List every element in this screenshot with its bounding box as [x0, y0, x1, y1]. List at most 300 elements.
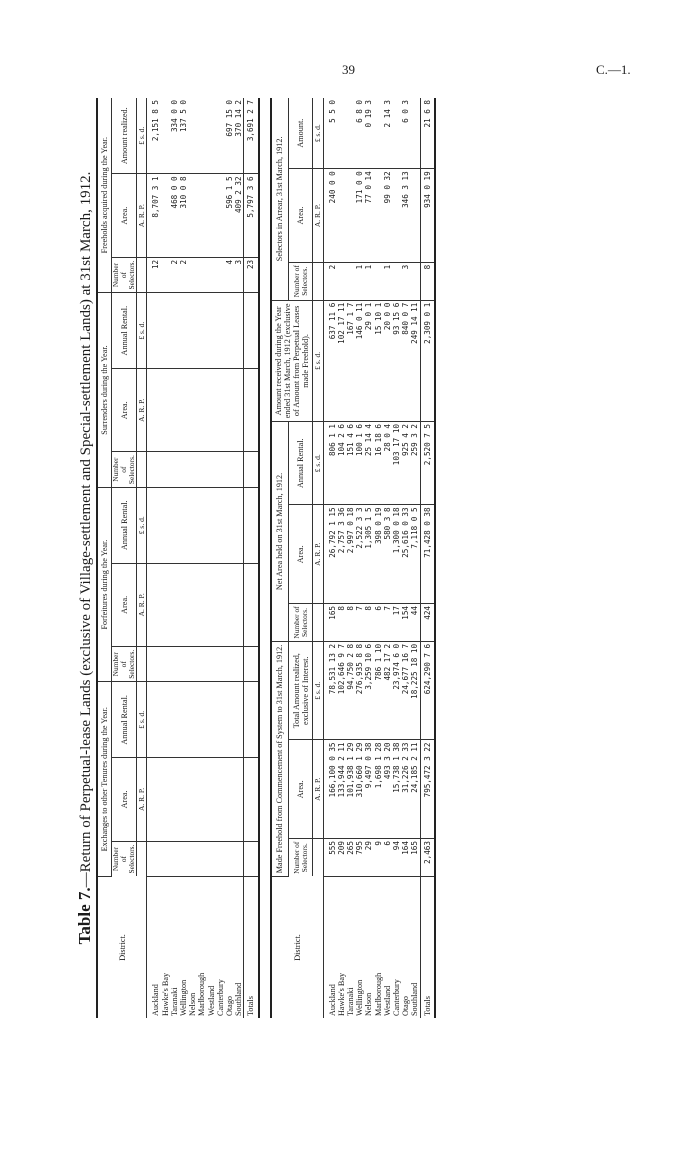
units-area: A. R. P. [137, 369, 147, 452]
district-cell: Westland [206, 985, 216, 1016]
value-cell: 165 [410, 839, 420, 877]
total-cell [244, 487, 259, 563]
value-cell [392, 262, 401, 300]
units-area: A. R. P. [137, 174, 147, 257]
value-cell [207, 487, 216, 563]
value-cell [179, 758, 188, 841]
total-cell: 2,309 0 1 [420, 300, 435, 421]
totals-label: Totals [244, 876, 259, 1018]
district-cell: Southland [234, 982, 244, 1016]
value-cell: 6 [383, 839, 392, 877]
totals-row [244, 98, 259, 1018]
value-cell: 7 [355, 604, 364, 642]
total-cell: 2,463 [420, 839, 435, 877]
value-cell: 133,944 2 11 [337, 740, 346, 839]
table-title-text: —Return of Perpetual-lease Lands (exclusive of Village-settlement and Special-settlement Lands) at 31st March, 1912. [78, 171, 94, 888]
total-cell: 23 [244, 257, 259, 292]
value-cell: 24,185 2 11 [410, 740, 420, 839]
value-cell [179, 563, 188, 646]
value-cell [216, 98, 225, 174]
value-cell [188, 647, 197, 682]
value-cell [337, 262, 346, 300]
header-area: Area. [112, 174, 137, 257]
total-cell: 424 [420, 604, 435, 642]
value-cell: 104 2 6 [337, 422, 346, 505]
table-label: Table 7. [75, 887, 94, 945]
value-cell: 16 18 6 [374, 422, 383, 505]
value-cell: 240 0 0 [328, 169, 337, 263]
header-annual-rental: Annual Rental. [112, 487, 137, 563]
value-cell [374, 169, 383, 263]
total-cell: 5,797 3 6 [244, 174, 259, 257]
value-cell [170, 758, 179, 841]
value-cell [216, 257, 225, 292]
value-cell: 23,974 6 0 [392, 641, 401, 740]
value-cell [161, 682, 170, 758]
value-cell: 28 0 4 [383, 422, 392, 505]
total-cell: 934 0 19 [420, 169, 435, 263]
header-district: District. [97, 876, 147, 1018]
total-cell: 71,428 0 38 [420, 505, 435, 604]
header-selectors: Number of Selectors. [289, 839, 313, 877]
value-cell [188, 452, 197, 487]
district-cell: Otago [225, 995, 235, 1016]
value-cell: 94 [392, 839, 401, 877]
district-cell: Auckland [327, 984, 337, 1016]
value-cell [216, 452, 225, 487]
value-cell [161, 452, 170, 487]
value-cell: 25,616 0 33 [401, 505, 410, 604]
value-cell [197, 682, 206, 758]
page-number: 39 [342, 62, 355, 77]
table-row [188, 98, 197, 1018]
value-cell: 493 3 20 [383, 740, 392, 839]
value-cell: 1,300 0 18 [392, 505, 401, 604]
value-cell: 806 1 1 [328, 422, 337, 505]
total-cell [244, 563, 259, 646]
value-cell: 3 [234, 257, 244, 292]
value-cell: 276,935 8 8 [355, 641, 364, 740]
value-cell [197, 98, 206, 174]
value-cell [151, 452, 160, 487]
value-cell: 8 [337, 604, 346, 642]
units-money: £ s. d. [137, 293, 147, 369]
value-cell [207, 257, 216, 292]
header-selectors: Number of Selectors. [112, 647, 137, 682]
district-cell: Westland [382, 985, 392, 1016]
district-cell: Hawke's Bay [160, 972, 170, 1016]
value-cell: 7,118 0 5 [410, 505, 420, 604]
table-row [337, 98, 346, 1018]
value-cell [151, 758, 160, 841]
value-cell [207, 452, 216, 487]
table-row [151, 98, 160, 1018]
total-cell: 3,691 2 7 [244, 98, 259, 174]
value-cell [188, 682, 197, 758]
value-cell: 102,646 9 7 [337, 641, 346, 740]
header-surrenders: Surrenders during the Year. [97, 293, 112, 488]
header-area: Area. [289, 169, 313, 263]
header-made-freehold: Made Freehold from Commencement of System to 31st March, 1912. [271, 641, 289, 876]
value-cell: 8,707 3 1 [151, 174, 160, 257]
table-row [216, 98, 225, 1018]
value-cell [179, 647, 188, 682]
value-cell [151, 841, 160, 876]
value-cell [170, 487, 179, 563]
total-cell [244, 293, 259, 369]
value-cell: 15,738 1 38 [392, 740, 401, 839]
value-cell [234, 487, 244, 563]
value-cell [225, 841, 234, 876]
value-cell [151, 487, 160, 563]
value-cell: 1 [383, 262, 392, 300]
value-cell [197, 758, 206, 841]
table-row [197, 98, 206, 1018]
value-cell [207, 293, 216, 369]
value-cell: 697 15 0 [225, 98, 234, 174]
header-annual-rental: Annual Rental. [112, 682, 137, 758]
value-cell [179, 682, 188, 758]
header-net-area: Net Area held on 31st March, 1912. [271, 422, 289, 642]
district-cell: Nelson [364, 992, 374, 1016]
total-cell [244, 841, 259, 876]
header-selectors: Number of Selectors. [289, 604, 313, 642]
value-cell [207, 98, 216, 174]
value-cell [188, 841, 197, 876]
value-cell [197, 647, 206, 682]
value-cell: 3 [401, 262, 410, 300]
value-cell [337, 169, 346, 263]
value-cell [392, 169, 401, 263]
header-selectors: Number of Selectors. [112, 257, 137, 292]
value-cell: 580 3 8 [383, 505, 392, 604]
district-cell: Taranaki [346, 987, 356, 1016]
total-cell: 795,472 3 22 [420, 740, 435, 839]
value-cell [161, 369, 170, 452]
value-cell: 249 14 11 [410, 300, 420, 421]
value-cell: 1 [364, 262, 373, 300]
district-cell: Hawke's Bay [336, 972, 346, 1016]
value-cell [161, 257, 170, 292]
value-cell: 26,792 1 15 [328, 505, 337, 604]
table-row [392, 98, 401, 1018]
value-cell: 166,100 0 35 [328, 740, 337, 839]
value-cell [161, 98, 170, 174]
value-cell [234, 369, 244, 452]
header-exchanges: Exchanges to other Tenures during the Year. [97, 682, 112, 877]
table-row [374, 98, 383, 1018]
table-row [170, 98, 179, 1018]
header-area: Area. [112, 758, 137, 841]
district-cell: Taranaki [169, 987, 179, 1016]
value-cell [179, 487, 188, 563]
value-cell [216, 563, 225, 646]
value-cell: 78,531 13 2 [328, 641, 337, 740]
header-annual-rental: Annual Rental. [112, 293, 137, 369]
value-cell [216, 487, 225, 563]
value-cell: 24,677 16 7 [401, 641, 410, 740]
value-cell: 209 [337, 839, 346, 877]
table-row [225, 98, 234, 1018]
value-cell [151, 563, 160, 646]
header-amount: Amount. [289, 98, 313, 169]
value-cell: 164 [401, 839, 410, 877]
value-cell: 93 15 6 [392, 300, 401, 421]
value-cell [161, 841, 170, 876]
value-cell: 555 [328, 839, 337, 877]
units-area: A. R. P. [137, 758, 147, 841]
value-cell [151, 369, 160, 452]
value-cell: 99 0 32 [383, 169, 392, 263]
value-cell [216, 758, 225, 841]
district-cell: Marlborough [197, 972, 207, 1016]
value-cell [234, 682, 244, 758]
value-cell: 3,259 10 6 [364, 641, 373, 740]
value-cell: 9 [374, 839, 383, 877]
value-cell: 6 0 3 [401, 98, 410, 169]
total-cell [244, 758, 259, 841]
value-cell: 101,938 1 29 [346, 740, 355, 839]
value-cell [188, 98, 197, 174]
value-cell [207, 174, 216, 257]
value-cell [392, 98, 401, 169]
table-row [179, 98, 188, 1018]
value-cell: 9,497 0 38 [364, 740, 373, 839]
value-cell [346, 169, 355, 263]
value-cell [197, 293, 206, 369]
header-area: Area. [289, 740, 313, 839]
district-cell: Canterbury [215, 979, 225, 1016]
value-cell: 482 17 2 [383, 641, 392, 740]
value-cell [179, 841, 188, 876]
value-cell: 2 [179, 257, 188, 292]
value-cell [179, 452, 188, 487]
value-cell: 2,151 8 5 [151, 98, 160, 174]
header-area: Area. [112, 563, 137, 646]
value-cell [216, 841, 225, 876]
value-cell: 18,225 18 10 [410, 641, 420, 740]
value-cell: 346 3 13 [401, 169, 410, 263]
units-money: £ s. d. [313, 422, 323, 505]
value-cell: 15 10 1 [374, 300, 383, 421]
value-cell: 5 5 0 [328, 98, 337, 169]
table-perpetual-lease-changes [96, 98, 260, 1018]
value-cell: 468 0 0 [170, 174, 179, 257]
table-row [207, 98, 216, 1018]
value-cell [234, 841, 244, 876]
value-cell: 94,750 2 8 [346, 641, 355, 740]
value-cell [179, 369, 188, 452]
value-cell: 31,226 2 33 [401, 740, 410, 839]
value-cell: 8 [364, 604, 373, 642]
value-cell [410, 169, 420, 263]
units-money: £ s. d. [137, 98, 147, 174]
value-cell: 25 14 4 [364, 422, 373, 505]
header-selectors: Number of Selectors. [289, 262, 313, 300]
value-cell [216, 293, 225, 369]
value-cell: 925 4 2 [401, 422, 410, 505]
header-district: District. [271, 876, 324, 1018]
value-cell: 2,997 0 18 [346, 505, 355, 604]
value-cell [225, 369, 234, 452]
value-cell: 154 [401, 604, 410, 642]
units-area: A. R. P. [313, 740, 323, 839]
value-cell [207, 647, 216, 682]
value-cell: 77 0 14 [364, 169, 373, 263]
value-cell: 637 11 6 [328, 300, 337, 421]
total-cell: 21 6 8 [420, 98, 435, 169]
value-cell [197, 174, 206, 257]
value-cell [197, 487, 206, 563]
units-money: £ s. d. [137, 682, 147, 758]
value-cell [170, 647, 179, 682]
header-area: Area. [112, 369, 137, 452]
table-row [364, 98, 373, 1018]
value-cell: 165 [328, 604, 337, 642]
value-cell [170, 293, 179, 369]
table1-body [147, 98, 259, 1018]
units-money: £ s. d. [313, 300, 323, 421]
district-cell: Nelson [188, 992, 198, 1016]
value-cell [225, 682, 234, 758]
value-cell [188, 174, 197, 257]
value-cell: 409 2 32 [234, 174, 244, 257]
table2-body [323, 98, 435, 1018]
district-cell: Southland [410, 982, 420, 1016]
units-money: £ s. d. [137, 487, 147, 563]
value-cell [216, 369, 225, 452]
header-amount-received: Amount received during the Year ended 31st March, 1912 (exclusive of Amount from Perpetual Leases made Freehold). [271, 300, 313, 421]
value-cell [170, 452, 179, 487]
value-cell: 370 14 2 [234, 98, 244, 174]
value-cell [234, 563, 244, 646]
value-cell: 2,757 3 36 [337, 505, 346, 604]
header-amount-realized: Amount realized. [112, 98, 137, 174]
value-cell [216, 647, 225, 682]
value-cell: 398 0 19 [374, 505, 383, 604]
value-cell [207, 682, 216, 758]
value-cell: 167 1 7 [346, 300, 355, 421]
table-row [401, 98, 410, 1018]
header-selectors-arrear: Selectors in Arrear, 31st March, 1912. [271, 98, 289, 300]
value-cell [151, 647, 160, 682]
value-cell [188, 758, 197, 841]
table-title [74, 98, 96, 1018]
page-reference: C.—1. [596, 62, 631, 77]
value-cell [170, 563, 179, 646]
header-total-amount: Total Amount realized, exclusive of Interest. [289, 641, 313, 740]
total-cell: 2,520 7 5 [420, 422, 435, 505]
table-row [161, 98, 170, 1018]
value-cell: 100 1 6 [355, 422, 364, 505]
value-cell [197, 257, 206, 292]
value-cell [161, 647, 170, 682]
value-cell: 259 3 2 [410, 422, 420, 505]
value-cell: 146 0 11 [355, 300, 364, 421]
table-row [234, 98, 244, 1018]
units-area: A. R. P. [313, 505, 323, 604]
value-cell [234, 758, 244, 841]
value-cell: 171 0 0 [355, 169, 364, 263]
value-cell: 596 1 5 [225, 174, 234, 257]
value-cell: 795 [355, 839, 364, 877]
value-cell: 840 0 7 [401, 300, 410, 421]
value-cell: 334 0 0 [170, 98, 179, 174]
value-cell [346, 98, 355, 169]
value-cell: 20 0 0 [383, 300, 392, 421]
value-cell: 786 1 10 [374, 641, 383, 740]
value-cell: 2 14 3 [383, 98, 392, 169]
value-cell [207, 758, 216, 841]
district-cell: Auckland [151, 984, 161, 1016]
total-cell [244, 647, 259, 682]
value-cell [170, 682, 179, 758]
value-cell [216, 682, 225, 758]
value-cell [337, 98, 346, 169]
rotated-table-block [74, 98, 614, 1018]
value-cell [207, 563, 216, 646]
value-cell: 29 [364, 839, 373, 877]
value-cell [207, 841, 216, 876]
value-cell [197, 452, 206, 487]
value-cell: 137 5 0 [179, 98, 188, 174]
header-freeholds: Freeholds acquired during the Year. [97, 98, 112, 293]
totals-row [420, 98, 435, 1018]
table-row [383, 98, 392, 1018]
header-annual-rental: Annual Rental. [289, 422, 313, 505]
district-cell: Wellington [355, 979, 365, 1016]
value-cell [216, 174, 225, 257]
value-cell [188, 293, 197, 369]
value-cell [188, 257, 197, 292]
units-money: £ s. d. [313, 641, 323, 740]
district-cell: Otago [401, 995, 411, 1016]
value-cell: 0 19 3 [364, 98, 373, 169]
header-area: Area. [289, 505, 313, 604]
value-cell: 1,305 1 5 [364, 505, 373, 604]
value-cell: 102 17 11 [337, 300, 346, 421]
value-cell [225, 647, 234, 682]
value-cell: 6 8 0 [355, 98, 364, 169]
value-cell [170, 369, 179, 452]
value-cell [161, 174, 170, 257]
value-cell: 44 [410, 604, 420, 642]
value-cell [225, 452, 234, 487]
table-row [328, 98, 337, 1018]
value-cell [234, 452, 244, 487]
units-area: A. R. P. [137, 563, 147, 646]
value-cell [197, 369, 206, 452]
value-cell [151, 682, 160, 758]
totals-label: Totals [420, 876, 435, 1018]
header-forfeitures: Forfeitures during the Year. [97, 487, 112, 682]
units-area: A. R. P. [313, 169, 323, 263]
value-cell [234, 293, 244, 369]
value-cell: 12 [151, 257, 160, 292]
header-selectors: Number of Selectors. [112, 452, 137, 487]
value-cell: 103 17 10 [392, 422, 401, 505]
value-cell [346, 262, 355, 300]
value-cell: 1 [355, 262, 364, 300]
value-cell [207, 369, 216, 452]
total-cell: 8 [420, 262, 435, 300]
district-cell: Wellington [179, 979, 189, 1016]
value-cell [188, 487, 197, 563]
district-cell: Marlborough [373, 972, 383, 1016]
value-cell [225, 563, 234, 646]
units-money: £ s. d. [313, 98, 323, 169]
value-cell [179, 293, 188, 369]
